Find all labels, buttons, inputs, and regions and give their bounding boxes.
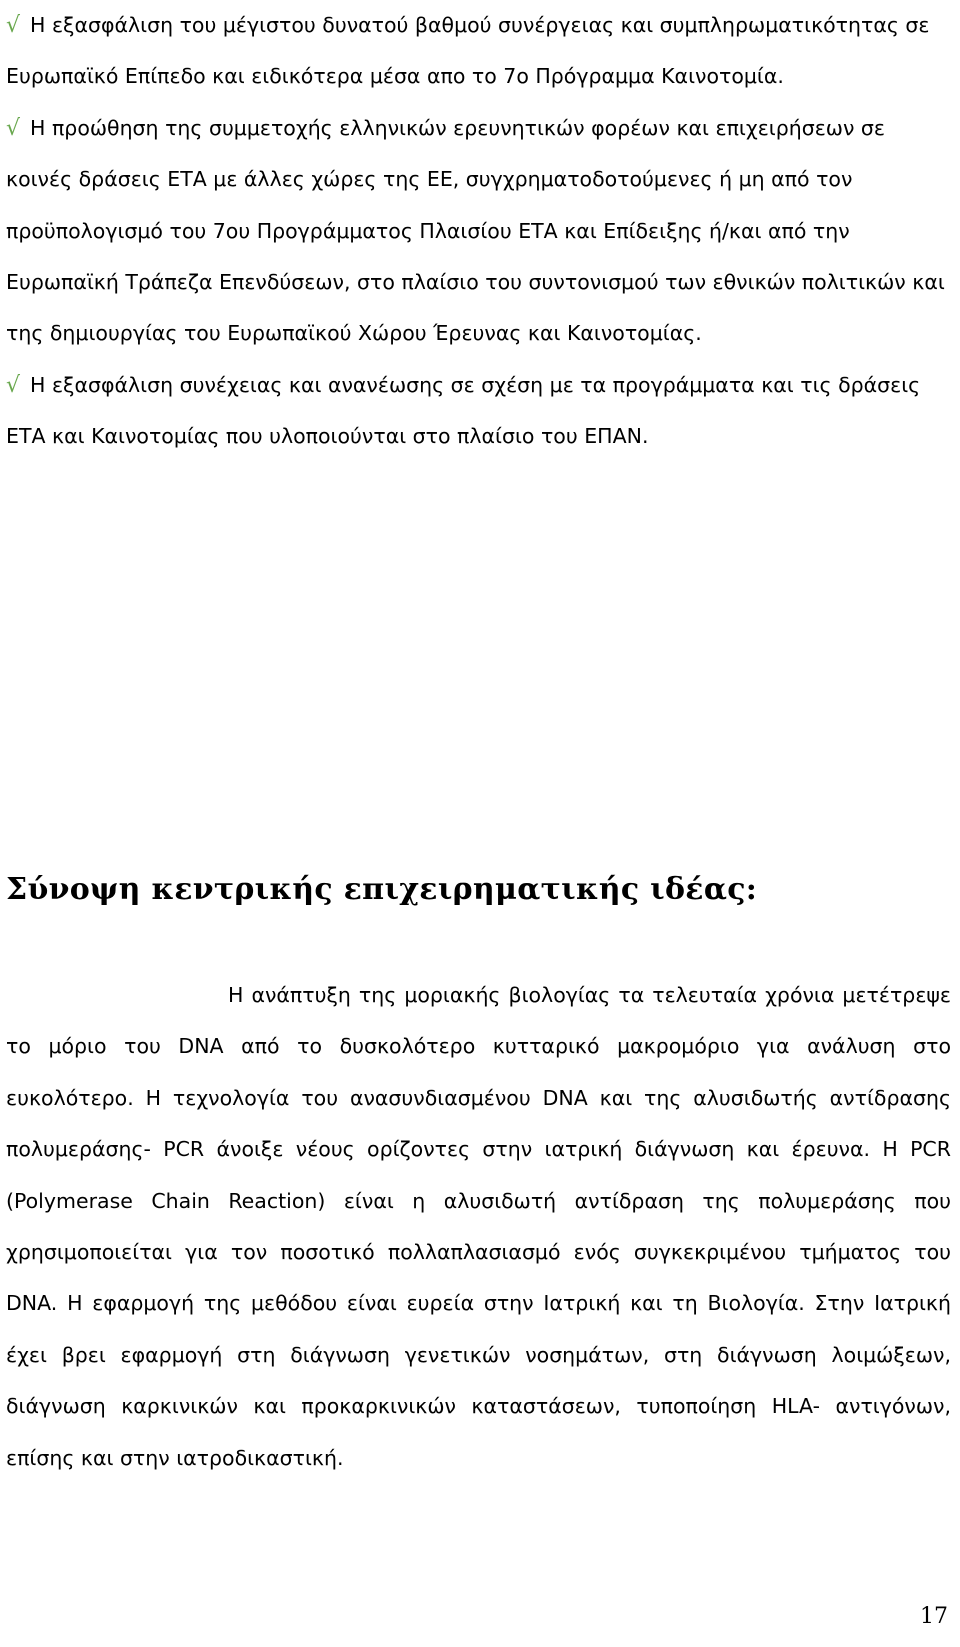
page-number: 17 — [920, 1604, 948, 1629]
bullet-text: Η εξασφάλιση του μέγιστου δυνατού βαθμού συνέργειας και συμπληρωματικότητας σε Ευρωπαϊκό Επίπεδο και ειδικότερα μέσα απο το 7ο Πρόγραμμα Καινοτομία. — [6, 13, 930, 89]
bullet-list — [6, 0, 951, 463]
section-heading: Σύνοψη κεντρικής επιχειρηματικής ιδέας: — [6, 872, 758, 907]
bullet-item — [6, 360, 951, 463]
checkmark-icon: √ — [6, 13, 21, 38]
checkmark-icon: √ — [6, 115, 21, 141]
checkmark-icon: √ — [6, 372, 21, 398]
bullet-item — [6, 103, 951, 360]
bullet-item — [6, 0, 951, 103]
summary-paragraph: Η ανάπτυξη της μοριακής βιολογίας τα τελευταία χρόνια μετέτρεψε το μόριο του DNA από το δυσκολότερο κυτταρικό μακρομόριο για ανάλυση στο ευκολότερο. Η τεχνολογία του ανασυνδιασμένου DNA και της αλυσιδωτής αντίδρασης πολυμεράσης- PCR άνοιξε νέους ορίζοντες στην ιατρική διάγνωση και έρευνα. Η PCR (Polymerase Chain Reaction) είναι η αλυσιδωτή αντίδραση της πολυμεράσης που χρησιμοποιείται για τον ποσοτικό πολλαπλασιασμό ενός συγκεκριμένου τμήματος του DNA. Η εφαρμογή της μεθόδου είναι ευρεία στην Ιατρική και τη Βιολογία. Στην Ιατρική έχει βρει εφαρμογή στη διάγνωση γενετικών νοσημάτων, στη διάγνωση λοιμώξεων, διάγνωση καρκινικών και προκαρκινικών καταστάσεων, τυποποίηση HLA- αντιγόνων, επίσης και στην ιατροδικαστική. — [6, 983, 951, 1470]
bullet-text: Η εξασφάλιση συνέχειας και ανανέωσης σε σχέση με τα προγράμματα και τις δράσεις ΕΤΑ και Καινοτομίας που υλοποιούνται στο πλαίσιο του ΕΠΑΝ. — [6, 372, 921, 449]
bullet-text: Η προώθηση της συμμετοχής ελληνικών ερευνητικών φορέων και επιχειρήσεων σε κοινές δράσεις ΕΤΑ με άλλες χώρες της ΕΕ, συγχρηματοδοτούμενες ή μη από τον προϋπολογισμό του 7ου Προγράμματος Πλαισίου ΕΤΑ και Επίδειξης ή/και από την Ευρωπαϊκή Τράπεζα Επενδύσεων, στο πλαίσιο του συντονισμού των εθνικών πολιτικών και της δημιουργίας του Ευρωπαϊκού Χώρου Έρευνας και Καινοτομίας. — [6, 115, 945, 346]
